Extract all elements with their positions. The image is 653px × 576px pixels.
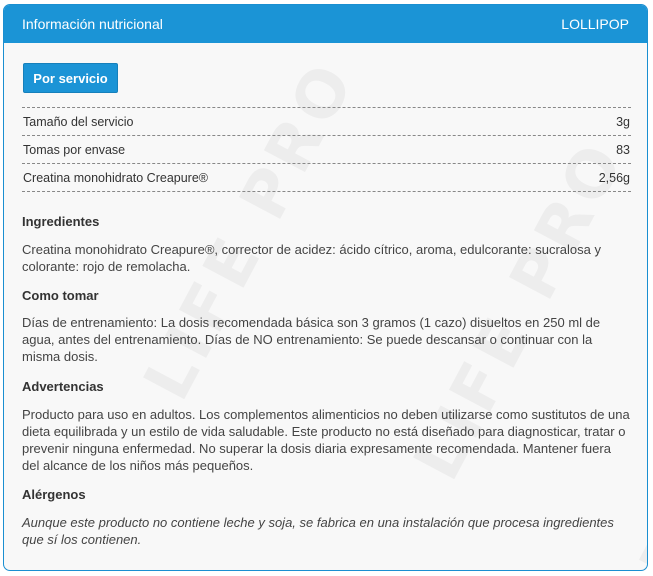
nutrition-table xyxy=(22,107,631,192)
row-value: 2,56g xyxy=(598,170,630,185)
allergens-heading: Alérgenos xyxy=(22,487,86,502)
allergens-text: Aunque este producto no contiene leche y soja, se fabrica en una instalación que procesa ingredientes que sí los contienen. xyxy=(22,515,614,547)
row-label: Tamaño del servicio xyxy=(23,114,134,129)
panel-header xyxy=(4,5,647,43)
nutrition-panel xyxy=(3,4,648,571)
ingredients-text: Creatina monohidrato Creapure®, corrector de acidez: ácido cítrico, aroma, edulcorante: sucralosa y colorante: rojo de remolacha. xyxy=(22,242,601,274)
table-row xyxy=(22,164,631,192)
row-value: 83 xyxy=(616,142,630,157)
table-row xyxy=(22,108,631,136)
row-label: Tomas por envase xyxy=(23,142,126,157)
row-label: Creatina monohidrato Creapure® xyxy=(23,170,209,185)
per-serving-button[interactable]: Por servicio xyxy=(23,63,118,93)
warnings-heading: Advertencias xyxy=(22,379,104,394)
panel-title: Información nutricional xyxy=(22,16,163,32)
row-value: 3g xyxy=(616,114,630,129)
flavor-label: LOLLIPOP xyxy=(561,16,629,32)
ingredients-heading: Ingredientes xyxy=(22,214,100,229)
how-to-take-text: Días de entrenamiento: La dosis recomendada básica son 3 gramos (1 cazo) disueltos en 250 ml de agua, antes del entrenamiento. Días de NO entrenamiento: Se puede descansar o continuar con la misma dosis. xyxy=(22,315,601,364)
warnings-text: Producto para uso en adultos. Los complementos alimenticios no deben utilizarse como sustitutos de una dieta equilibrada y un estilo de vida saludable. Este producto no está diseñado para diagnosticar, tratar o prevenir ninguna enfermedad. No superar la dosis diaria expresamente recomendada. Mantener fuera del alcance de los niños más pequeños. xyxy=(22,407,630,473)
table-row xyxy=(22,136,631,164)
how-to-take-heading: Como tomar xyxy=(22,288,99,303)
